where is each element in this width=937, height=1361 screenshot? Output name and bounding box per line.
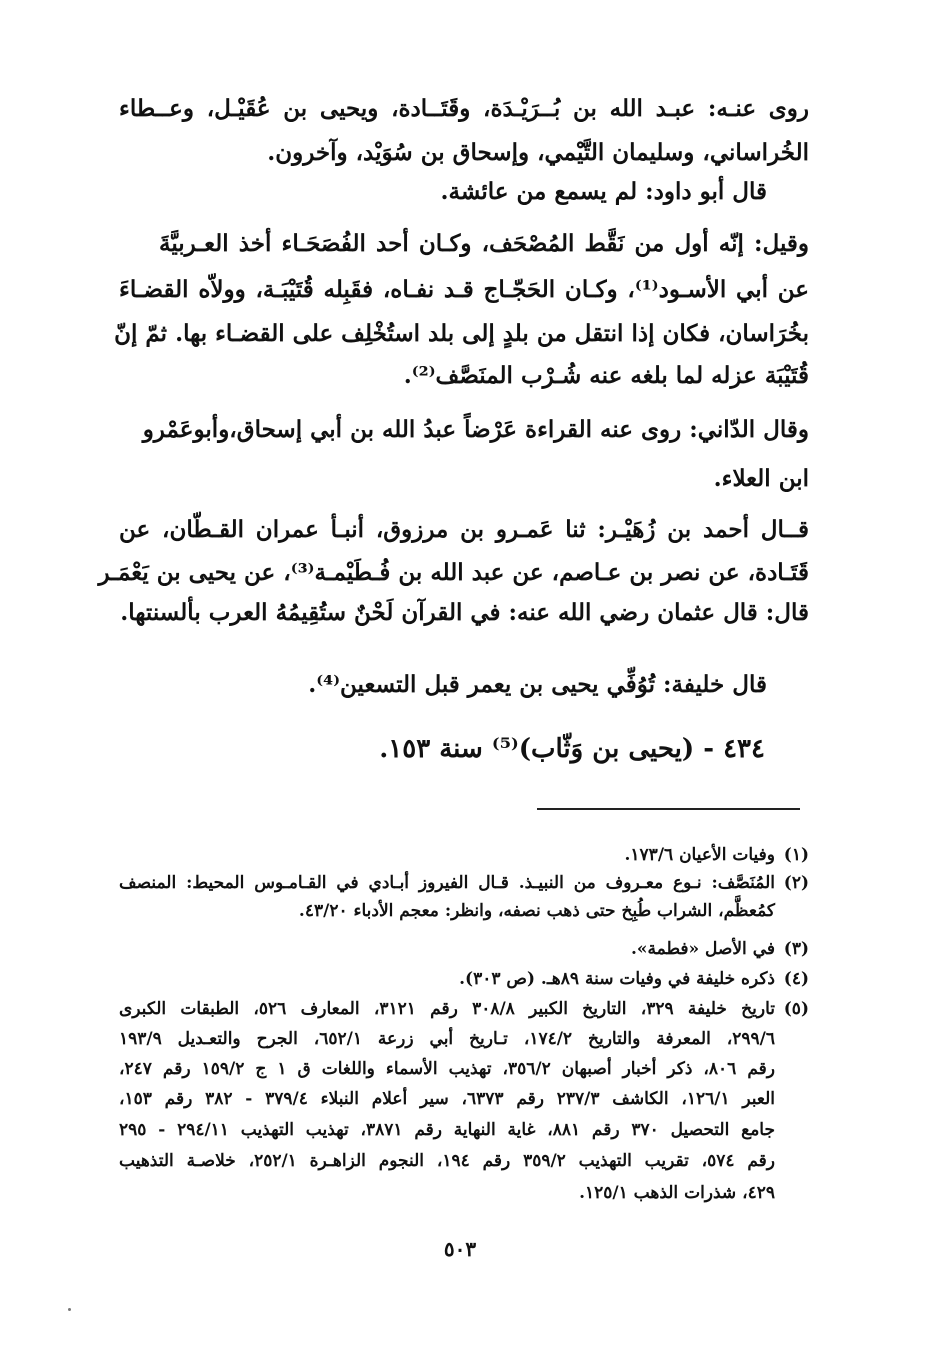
body-line-11: قَتَـادة، عن نصر بن عـاصم، عن عبد الله بن فُـطَيْمـة⁽³⁾، عن يحيى بن يَعْمَـر [98,559,809,586]
body-line-9: ابن العلاء. [713,465,809,492]
page-number: ٥٠٣ [443,1237,477,1261]
footnote-separator [537,808,800,810]
body-line-5: عن أبي الأسـود⁽¹⁾، وكـان الحَجّـاج قـد نفـاه، فقَبِله قُتَيْبَـة، وولاّه القضـاءَ [119,276,810,303]
body-line-1: روى عنـه: عبـد الله بن بُــرَيْـدَة، وقَتَــادة، ويحيى بن عُقَيْـل، وعــطاء [119,95,809,122]
footnote-5-number: (٥) [783,999,809,1019]
footnote-4-number: (٤) [783,969,809,989]
footnote-5-text: تاريخ خليفة ٣٢٩، التاريخ الكبير ٣٠٨/٨ رقم ٣١٢١، المعارف ٥٢٦، الطبقات الكبرى [119,999,775,1019]
footnote-4-text: ذكره خليفة في وفيات سنة ٨٩هـ. (ص ٣٠٣). [459,969,775,989]
body-line-8: وقال الدّاني: روى عنه القراءة عَرْضاً عبدُ الله بن أبي إسحاق،وأبوعَمْرو [142,416,809,443]
footnote-1 [119,842,809,868]
body-line-13: قال خليفة: تُوُفِّي يحيى بن يعمر قبل التسعين⁽⁴⁾. [308,671,767,698]
footnote-5-line-3: رقم ٨٠٦، ذكر أخبار أصبهان ٣٥٦/٢، تهذيب الأسماء واللغات ق ١ ج ١٥٩/٢ رقم ٢٤٧، [119,1059,776,1079]
body-line-6: بخُرَاسان، فكان إذا انتقل من بلدٍ إلى بلد استُخْلِف على القضـاء بها. ثمّ إنّ [114,320,809,347]
body-line-12: قال: قال عثمان رضي الله عنه: في القرآن لَحْنٌ ستُقِيمُهُ العرب بألسنتها. [120,599,809,626]
footnote-1-text: وفيات الأعيان ١٧٣/٦. [624,845,775,865]
body-line-4: وقيل: إنّه أول من نَقَّط المُصْحَف، وكـان أحد الفُصَحَـاء أخذ العـربيَّةَ [159,230,809,257]
body-line-3: قال أبو داود: لم يسمع من عائشة. [440,178,767,205]
entry-heading: ٤٣٤ - (يحيى بن وَثّاب)⁽⁵⁾ سنة ١٥٣. [379,734,765,764]
footnote-5-line-2: ٢٩٩/٦، المعرفة والتاريخ ١٧٤/٢، تـاريخ أبي زرعة ٦٥٢/١، الجرح والتعـديل ١٩٣/٩ [119,1029,775,1049]
footnote-5-line-4: العبر ١٢٦/١، الكاشف ٢٣٧/٣ رقم ٦٣٧٣، سير أعلام النبلاء ٣٧٩/٤ - ٣٨٢ رقم ١٥٣، [119,1089,775,1109]
footnote-5-line-7: ٤٢٩، شذرات الذهب ١٢٥/١. [579,1183,775,1203]
footnote-1-number: (١) [783,845,809,865]
footnote-5 [119,996,809,1022]
body-line-10: قــال أحمد بن زُهَيْـر: ثنا عَمـرو بن مرزوق، أنبـأ عمران القـطّان، عن [119,516,809,543]
body-line-7: قُتَيْبَة عزله لما بلغه عنه شُـرْب المنَصَّف⁽²⁾. [403,362,809,389]
footnote-2 [119,870,809,896]
footnote-3-text: في الأصل «فطمة». [630,939,775,959]
footnote-3 [119,936,809,962]
footnote-2-number: (٢) [783,873,809,893]
footnote-4 [119,966,809,992]
footnote-5-line-6: رقم ٥٧٤، تقريب التهذيب ٣٥٩/٢ رقم ١٩٤، النجوم الزاهـرة ٢٥٢/١، خلاصـة التذهيب [119,1151,776,1171]
footnote-2-text: المُنَصَّف: نـوع معـروف من النبيـذ. قـال الفيروز أبـادي في القـامـوس المحيط: المنصف [119,873,775,893]
body-line-2: الخُراساني، وسليمان التَّيْمي، وإسحاق بن سُوَيْد، وآخرون. [267,139,809,166]
footnote-5-line-5: جامع التحصيل ٣٧٠ رقم ٨٨١، غاية النهاية رقم ٣٨٧١، تهذيب التهذيب ٢٩٤/١١ - ٢٩٥ [119,1120,775,1140]
footnote-3-number: (٣) [783,939,809,959]
scan-speck [68,1308,71,1311]
footnote-2-continued: كمُعظَّم، الشراب طُبِخ حتى ذهب نصفه، وانظر: معجم الأدباء ٤٣/٢٠. [298,901,775,921]
